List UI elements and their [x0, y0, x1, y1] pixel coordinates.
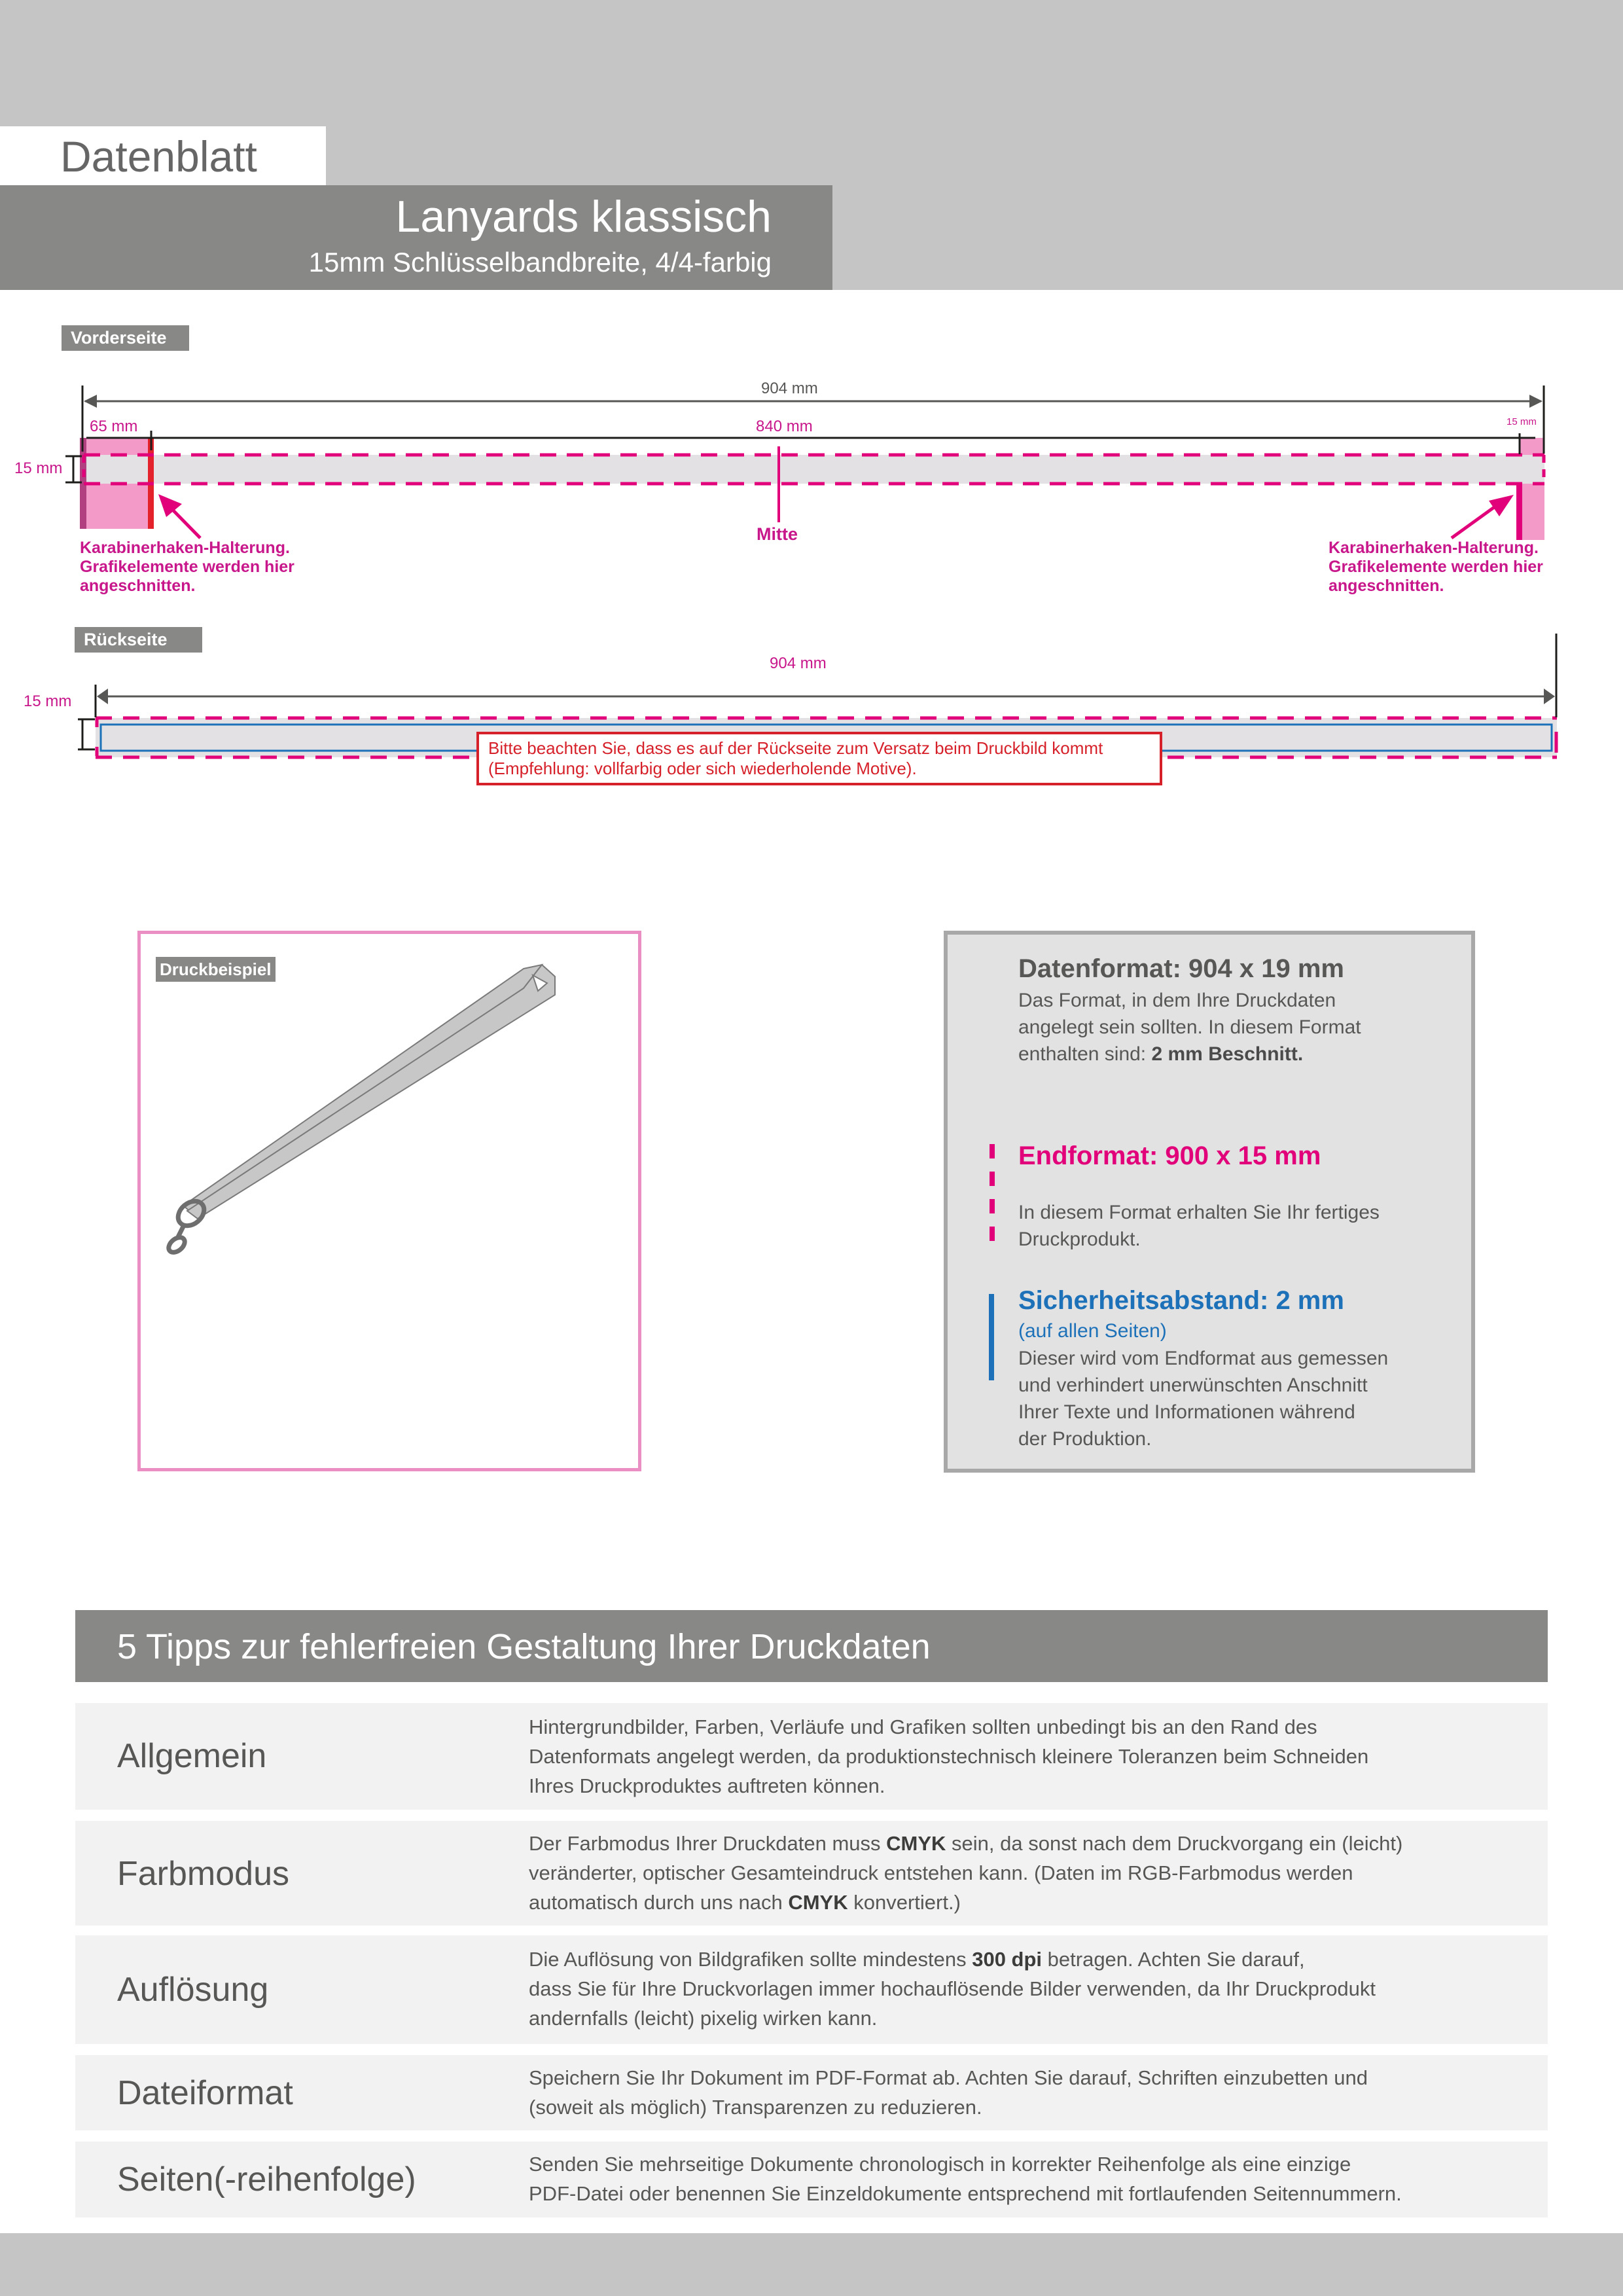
rear-warning-line: (Empfehlung: vollfarbig oder sich wiederholende Motive).	[488, 759, 917, 778]
left-hook-note-line: Grafikelemente werden hier	[80, 558, 294, 576]
back-total-length: 904 mm	[770, 655, 827, 672]
tip-line-text: andernfalls (leicht) pixelig wirken kann.	[529, 2007, 878, 2030]
left-hook-note-line: angeschnitten.	[80, 577, 196, 595]
tip-line-text: Ihres Druckproduktes auftreten können.	[529, 1774, 885, 1797]
tip-line-bold: CMYK	[788, 1891, 848, 1914]
left-segment-length: 65 mm	[90, 418, 138, 435]
tip-line-text: PDF-Datei oder benennen Sie Einzeldokumente entsprechend mit fortlaufenden Seitennummern.	[529, 2182, 1402, 2205]
back-height-bracket	[78, 719, 95, 749]
tip-line	[529, 2092, 1368, 2122]
right-pointer-arrow	[1452, 504, 1499, 538]
tip-title: Farbmodus	[117, 1855, 289, 1893]
tip-row	[75, 1703, 1548, 1810]
carabiner-hook-icon	[166, 1196, 209, 1255]
footer-band	[0, 2233, 1623, 2296]
right-hook-note-line: angeschnitten.	[1329, 577, 1444, 595]
tip-row	[75, 2055, 1548, 2130]
tip-line-text: Senden Sie mehrseitige Dokumente chronologisch in korrekter Reihenfolge als eine einzige	[529, 2153, 1351, 2176]
front-height-bracket	[65, 456, 82, 482]
end-format-line: Druckprodukt.	[1018, 1229, 1141, 1250]
safety-line: der Produktion.	[1018, 1428, 1152, 1450]
end-format-marker-icon	[990, 1172, 995, 1186]
right-cut-line	[1516, 484, 1522, 540]
tip-line-text: dass Sie für Ihre Druckvorlagen immer hochauflösende Bilder verwenden, da Ihr Druckprodukt	[529, 1977, 1376, 2000]
front-strip	[86, 455, 1544, 484]
data-format-prefix: enthalten sind:	[1018, 1043, 1152, 1065]
tip-line	[529, 1771, 1368, 1801]
back-arrow-right-icon	[1544, 689, 1555, 704]
tip-title: Dateiformat	[117, 2074, 293, 2112]
right-hook-note-line: Karabinerhaken-Halterung.	[1329, 539, 1539, 557]
tip-row	[75, 1935, 1548, 2044]
safety-margin-title: Sicherheitsabstand: 2 mm	[1018, 1286, 1344, 1315]
doc-type-title: Datenblatt	[60, 132, 257, 181]
front-side-label: Vorderseite	[62, 325, 189, 351]
tip-line	[529, 1945, 1376, 1974]
end-format-description	[1018, 1199, 1380, 1253]
print-example-label: Druckbeispiel	[156, 957, 276, 982]
tip-line	[529, 2063, 1368, 2092]
end-format-marker-icon	[990, 1227, 995, 1241]
middle-segment-length: 840 mm	[756, 418, 813, 435]
tip-text	[529, 2149, 1402, 2208]
tip-line-text: automatisch durch uns nach	[529, 1891, 789, 1914]
tip-line	[529, 1829, 1402, 1858]
tip-title: Allgemein	[117, 1737, 267, 1775]
data-format-title: Datenformat: 904 x 19 mm	[1018, 954, 1344, 983]
front-height: 15 mm	[14, 459, 63, 477]
tips-header	[75, 1610, 1548, 1682]
tip-line	[529, 1888, 1402, 1917]
right-hook-note-line: Grafikelemente werden hier	[1329, 558, 1543, 576]
back-arrow-left-icon	[97, 689, 108, 704]
right-hook-zone	[1520, 438, 1544, 540]
tip-line-text: sein, da sonst nach dem Druckvorgang ein (leicht)	[946, 1832, 1403, 1855]
tip-line-text: (soweit als möglich) Transparenzen zu reduzieren.	[529, 2096, 982, 2119]
bleed-value: 2 mm Beschnitt.	[1151, 1043, 1304, 1065]
lanyard-strap-left	[183, 965, 542, 1214]
center-label: Mitte	[757, 524, 798, 544]
right-pointer-head	[1489, 495, 1514, 516]
tip-line	[529, 1742, 1368, 1771]
end-format-marker-icon	[990, 1144, 995, 1158]
rear-warning-line: Bitte beachten Sie, dass es auf der Rückseite zum Versatz beim Druckbild kommt	[488, 738, 1103, 758]
tip-title: Seiten(-reihenfolge)	[117, 2161, 416, 2198]
data-format-description	[1018, 987, 1361, 1067]
tips-header-title: 5 Tipps zur fehlerfreien Gestaltung Ihrer Druckdaten	[117, 1627, 931, 1666]
right-hook-note	[1329, 539, 1543, 596]
left-hook-note-line: Karabinerhaken-Halterung.	[80, 539, 290, 557]
tip-line-bold: 300 dpi	[972, 1948, 1043, 1971]
tip-line-text: Speichern Sie Ihr Dokument im PDF-Format ab. Achten Sie darauf, Schriften einzubetten und	[529, 2066, 1368, 2089]
safety-line: Ihrer Texte und Informationen während	[1018, 1401, 1355, 1423]
safety-margin-subtitle: (auf allen Seiten)	[1018, 1320, 1167, 1342]
tip-line-text: Hintergrundbilder, Farben, Verläufe und Grafiken sollten unbedingt bis an den Rand des	[529, 1715, 1317, 1738]
arrow-right-icon	[1529, 395, 1543, 408]
back-side-label: Rückseite	[75, 627, 202, 653]
safety-line: Dieser wird vom Endformat aus gemessen	[1018, 1348, 1389, 1369]
tip-line	[529, 1712, 1368, 1742]
product-title: Lanyards klassisch	[395, 192, 772, 242]
tip-line-text: betragen. Achten Sie darauf,	[1042, 1948, 1305, 1971]
tip-line-text: veränderter, optischer Gesamteindruck entstehen kann. (Daten im RGB-Farbmodus werden	[529, 1861, 1353, 1884]
tip-line-text: Die Auflösung von Bildgrafiken sollte mindestens	[529, 1948, 972, 1971]
tip-text	[529, 2063, 1368, 2122]
tip-text	[529, 1712, 1368, 1801]
tip-line	[529, 2149, 1402, 2179]
tip-row	[75, 1821, 1548, 1926]
tip-title: Auflösung	[117, 1971, 269, 2009]
tip-line-text: Datenformats angelegt werden, da produktionstechnisch kleinere Toleranzen beim Schneiden	[529, 1745, 1369, 1768]
tip-row	[75, 2142, 1548, 2217]
tip-line	[529, 1974, 1376, 2003]
arrow-left-icon	[84, 395, 97, 408]
right-segment-length: 15 mm	[1507, 416, 1537, 427]
left-hook-note	[80, 539, 294, 596]
rear-offset-warning	[476, 732, 1162, 785]
tip-line-text: konvertiert.)	[847, 1891, 961, 1914]
back-height: 15 mm	[24, 692, 72, 710]
data-format-line	[1018, 1041, 1361, 1067]
safety-margin-description	[1018, 1345, 1388, 1452]
lanyard-illustration	[131, 923, 654, 1479]
product-subtitle: 15mm Schlüsselbandbreite, 4/4-farbig	[308, 247, 772, 278]
safety-margin-marker-icon	[989, 1294, 994, 1380]
safety-line: und verhindert unerwünschten Anschnitt	[1018, 1374, 1368, 1396]
tip-text	[529, 1829, 1402, 1917]
end-format-marker-icon	[990, 1199, 995, 1213]
data-format-line: Das Format, in dem Ihre Druckdaten	[1018, 990, 1336, 1011]
end-format-line: In diesem Format erhalten Sie Ihr fertiges	[1018, 1202, 1380, 1223]
tip-line	[529, 2179, 1402, 2208]
tip-line-bold: CMYK	[886, 1832, 946, 1855]
tip-line-text: Der Farbmodus Ihrer Druckdaten muss	[529, 1832, 887, 1855]
data-format-line: angelegt sein sollten. In diesem Format	[1018, 1016, 1361, 1038]
tip-line	[529, 1858, 1402, 1888]
tip-text	[529, 1945, 1376, 2033]
front-total-length: 904 mm	[761, 380, 818, 397]
tip-line	[529, 2003, 1376, 2033]
end-format-title: Endformat: 900 x 15 mm	[1018, 1141, 1321, 1170]
